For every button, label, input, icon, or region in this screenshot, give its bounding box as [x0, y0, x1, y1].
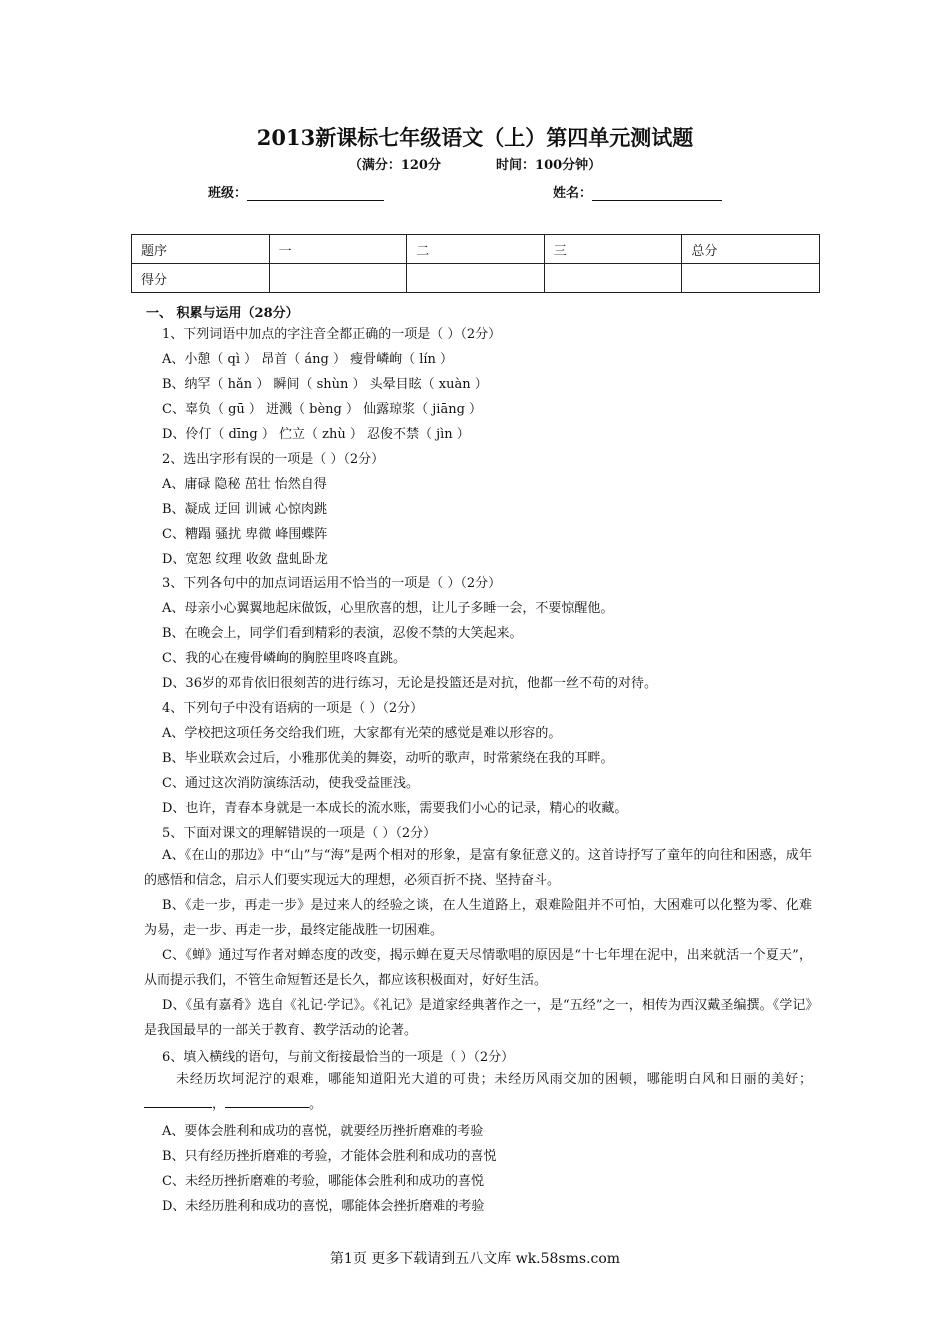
option-3b: B、在晚会上，同学们看到精彩的表演，忍俊不禁的大笑起来。 — [162, 626, 523, 641]
option-1c: C、辜负（ gū ） 迸溅（ bèng ） 仙露琼浆（ jiāng ） — [162, 402, 483, 417]
option-4a: A、学校把这项任务交给我们班，大家都有光荣的感觉是难以形容的。 — [162, 726, 562, 741]
score-cell[interactable] — [269, 264, 407, 293]
score-cell[interactable] — [682, 264, 820, 293]
table-row — [132, 235, 820, 264]
page-footer: 第1页 更多下载请到五八文库 wk.58sms.com — [329, 1251, 621, 1267]
option-2d: D、宽恕 纹理 收敛 盘虬卧龙 — [162, 552, 328, 567]
option-5b: B、《走一步，再走一步》是过来人的经验之谈，在人生道路上，艰难险阻并不可怕，大困难可以化整为零、化难为易，走一步、再走一步，最终定能战胜一切困难。 — [144, 898, 812, 938]
section-heading: 一、 积累与运用（28分） — [146, 306, 299, 321]
option-4c: C、通过这次消防演练活动，使我受益匪浅。 — [162, 776, 419, 791]
question-5: 5、下面对课文的理解错误的一项是（ ）（2分） — [162, 826, 437, 841]
passage-end: 。 — [309, 1097, 323, 1112]
option-1b: B、纳罕（ hǎn ） 瞬间（ shùn ） 头晕目眩（ xuàn ） — [162, 377, 488, 392]
option-4d: D、也许，青春本身就是一本成长的流水账，需要我们小心的记录，精心的收藏。 — [162, 801, 628, 816]
option-2c: C、糟蹋 骚扰 卑微 峰围蝶阵 — [162, 527, 328, 542]
table-cell: 得分 — [132, 264, 270, 293]
option-4b: B、毕业联欢会过后，小雅那优美的舞姿，动听的歌声，时常萦绕在我的耳畔。 — [162, 751, 614, 766]
class-blank[interactable] — [247, 186, 384, 201]
answer-blank-1[interactable] — [144, 1094, 212, 1108]
score-cell[interactable] — [544, 264, 682, 293]
passage-text: 未经历坎坷泥泞的艰难，哪能知道阳光大道的可贵；未经历风雨交加的困顿，哪能明白风和日丽的美好； — [176, 1072, 812, 1087]
option-3a: A、母亲小心翼翼地起床做饭，心里欣喜的想，让儿子多睡一会，不要惊醒他。 — [162, 601, 614, 616]
table-cell: 总分 — [682, 235, 820, 264]
option-2a: A、庸碌 隐秘 茁壮 怡然自得 — [162, 477, 327, 492]
exam-time: 时间：100分钟） — [496, 158, 602, 173]
class-field — [208, 182, 384, 201]
answer-blank-2[interactable] — [225, 1094, 309, 1108]
option-5a: A、《在山的那边》中“山”与“海”是两个相对的形象，是富有象征意义的。这首诗抒写了童年的向往和困惑，成年的感悟和信念，启示人们要实现远大的理想，必须百折不挠、坚持奋斗。 — [144, 848, 812, 888]
option-5d: D、《虽有嘉肴》选自《礼记·学记》。《礼记》是道家经典著作之一，是“五经”之一，相传为西汉戴圣编撰。《学记》是我国最早的一部关于教育、教学活动的论著。 — [144, 998, 812, 1038]
option-1a: A、小憩（ qì ） 昂首（ áng ） 瘦骨嶙峋（ lín ） — [162, 352, 454, 367]
table-cell: 二 — [407, 235, 545, 264]
name-label: 姓名： — [553, 186, 593, 201]
option-6b: B、只有经历挫折磨难的考验，才能体会胜利和成功的喜悦 — [162, 1149, 497, 1164]
exam-subtitle — [0, 154, 950, 173]
score-table — [131, 234, 820, 293]
option-6c: C、未经历挫折磨难的考验，哪能体会胜利和成功的喜悦 — [162, 1174, 484, 1189]
question-6-passage — [144, 1067, 812, 1117]
question-6: 6、填入横线的语句，与前文衔接最恰当的一项是（ ）（2分） — [162, 1050, 515, 1065]
passage-sep: ， — [212, 1097, 226, 1112]
page-title: 2013新课标七年级语文（上）第四单元测试题 — [256, 125, 694, 150]
score-cell[interactable] — [407, 264, 545, 293]
option-3d: D、36岁的邓肯依旧很刻苦的进行练习，无论是投篮还是对抗，他都一丝不苟的对待。 — [162, 676, 657, 691]
question-4: 4、下列句子中没有语病的一项是（ ）（2分） — [162, 701, 424, 716]
class-label: 班级： — [208, 186, 248, 201]
table-cell: 三 — [544, 235, 682, 264]
option-3c: C、我的心在瘦骨嶙峋的胸腔里咚咚直跳。 — [162, 651, 406, 666]
table-row — [132, 264, 820, 293]
option-5c: C、《蝉》通过写作者对蝉态度的改变，揭示蝉在夏天尽情歌唱的原因是“十七年埋在泥中，出来就活一个夏天”，从而提示我们，不管生命短暂还是长久，都应该积极面对，好好生活。 — [144, 948, 812, 988]
option-6d: D、未经历胜利和成功的喜悦，哪能体会挫折磨难的考验 — [162, 1199, 485, 1214]
full-score: （满分：120分 — [348, 158, 441, 173]
name-field — [553, 182, 722, 201]
option-1d: D、伶仃（ dīng ） 伫立（ zhù ） 忍俊不禁（ jìn ） — [162, 427, 470, 442]
table-cell: 题序 — [132, 235, 270, 264]
question-3: 3、下列各句中的加点词语运用不恰当的一项是（ ）（2分） — [162, 576, 502, 591]
question-1: 1、下列词语中加点的字注音全都正确的一项是（ ）（2分） — [162, 327, 502, 342]
option-6a: A、要体会胜利和成功的喜悦，就要经历挫折磨难的考验 — [162, 1124, 484, 1139]
name-blank[interactable] — [592, 186, 722, 201]
question-2: 2、选出字形有误的一项是（ ）（2分） — [162, 452, 385, 467]
option-2b: B、凝成 迂回 训诫 心惊肉跳 — [162, 502, 327, 517]
table-cell: 一 — [269, 235, 407, 264]
